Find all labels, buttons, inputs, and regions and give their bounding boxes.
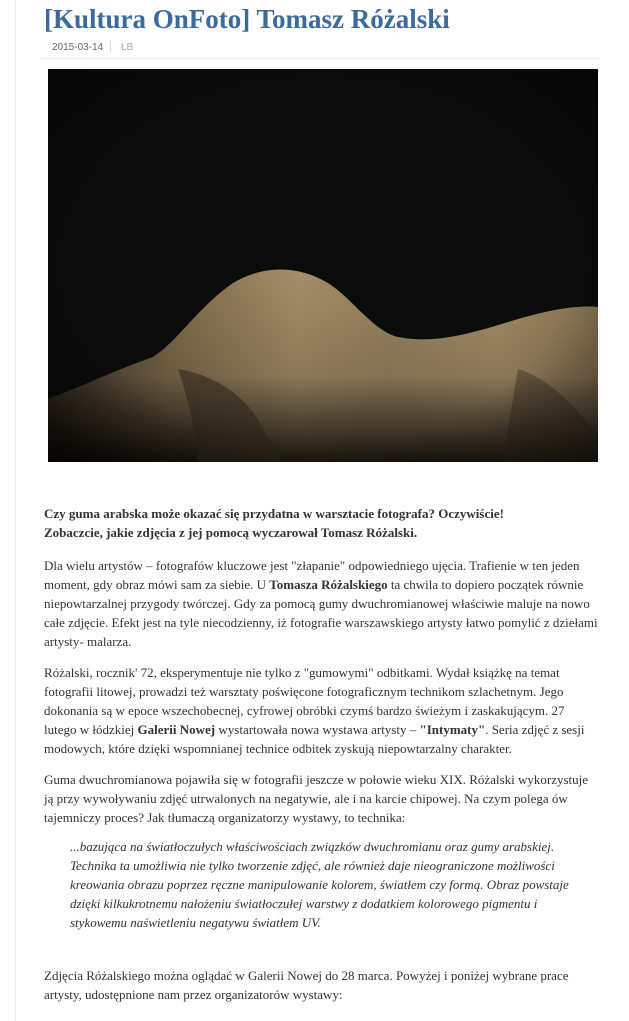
paragraph-2-text-b: wystartowała nowa wystawa artysty – — [215, 722, 420, 737]
quote-block: ...bazująca na światłoczułych właściwościach związków dwuchromianu oraz gumy arabskiej. Technika ta umożliwia nie tylko tworzenie zdjęć, ale również daje nieograniczone możliwości kreowania obrazu poprzez ręczne manipulowanie kolorem, światłem czy formą. Obraz powstaje dzięki kilkukrotnemu nałożeniu światłoczułej warstwy z dodatkiem kolorowego pigmentu i stykowemu naświetleniu negatywu światłem UV. — [70, 839, 569, 930]
article-meta — [40, 36, 600, 59]
paragraph-3: Guma dwuchromianowa pojawiła się w fotografii jeszcze w połowie wieku XIX. Różalski wykorzystuje ją przy wywoływaniu zdjęć utrwalonych na negatywie, ale i na karcie chipowej. Na czym polega ów tajemniczy proces? Jak tłumaczą organizatorzy wystawy, to technika: — [44, 772, 589, 825]
article-body — [44, 504, 600, 1002]
paragraph-2 — [44, 663, 600, 758]
left-border — [15, 0, 16, 1021]
article-title[interactable]: [Kultura OnFoto] Tomasz Różalski — [44, 4, 450, 34]
nude-photograph — [48, 69, 598, 462]
paragraph-4: Zdjęcia Różalskiego można oglądać w Galerii Nowej do 28 marca. Powyżej i poniżej wybrane prace artysty, udostępnione nam przez organizatorów wystawy: — [44, 968, 569, 1002]
article-photo[interactable] — [48, 69, 598, 462]
article-author[interactable]: ŁB — [121, 42, 134, 53]
paragraph-1 — [44, 556, 600, 651]
article-date: 2015-03-14 — [52, 42, 104, 53]
lead-line-1: Czy guma arabska może okazać się przydatna w warsztacie fotografa? Oczywiście! — [44, 506, 504, 521]
paragraph-2-text-c: . Seria zdjęć z sesji modowych, które dzięki wspomnianej technice odbitek zyskują niepowtarzalny charakter. — [44, 722, 585, 756]
paragraph-2-text-a: Różalski, rocznik' 72, eksperymentuje nie tylko z "gumowymi" odbitkami. Wydał książkę na temat fotografii litowej, prowadzi też warsztaty poświęcone fotograficznym technikom szlachetnym. Jego dokonania są w epoce wszechobecnej, cyfrowej obróbki czymś bardzo świeżym i zaskakującym. 27 lutego w łódzkiej — [44, 665, 565, 737]
exhibition-name: "Intymaty" — [419, 722, 486, 737]
meta-divider — [110, 40, 111, 52]
artist-name: Tomasza Różalskiego — [269, 577, 388, 592]
gallery-name: Galerii Nowej — [137, 722, 216, 737]
paragraph-1-text-a: Dla wielu artystów – fotografów kluczowe jest "złapanie" odpowiedniego ujęcia. Trafienie w ten jeden moment, gdy obraz mówi sam za siebie. U — [44, 558, 580, 592]
lead-line-2: Zobaczcie, jakie zdjęcia z jej pomocą wyczarował Tomasz Różalski. — [44, 525, 418, 540]
paragraph-1-text-b: ta chwila to dopiero początek równie niepowtarzalnej przygody twórczej. Gdy za pomocą gumy dwuchromianowej właściwie maluje na nowo całe zdjęcie. Efekt jest na tyle niecodzienny, iż fotografie warszawskiego artysty łatwo pomylić z dziełami artysty- malarza. — [44, 577, 598, 649]
article-lead — [44, 504, 600, 542]
